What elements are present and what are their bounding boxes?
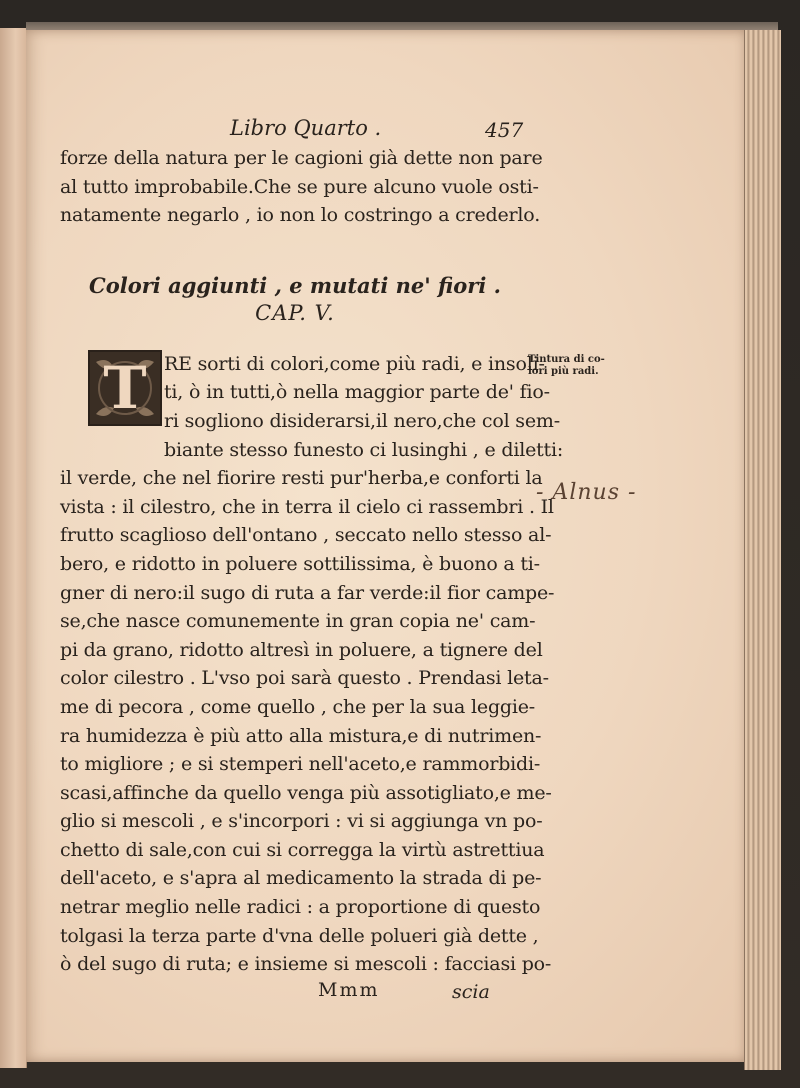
text-line: se,che nasce comunemente in gran copia ne' cam- bbox=[60, 610, 536, 633]
chapter-body bbox=[60, 350, 564, 979]
page-footer bbox=[60, 979, 530, 1009]
chapter-number: CAP. V. bbox=[255, 300, 335, 325]
page-stack-edge bbox=[744, 30, 781, 1070]
text-line: ra humidezza è più atto alla mistura,e di nutrimen- bbox=[60, 724, 542, 747]
text-line: ri sogliono disiderarsi,il nero,che col sem- bbox=[164, 409, 560, 432]
text-line: glio si mescoli , e s'incorpori : vi si aggiunga vn po- bbox=[60, 810, 543, 833]
text-line: frutto scaglioso dell'ontano , seccato nello stesso al- bbox=[60, 524, 552, 547]
catchword: scia bbox=[452, 980, 490, 1003]
text-line: pi da grano, ridotto altresì in poluere, a tignere del bbox=[60, 638, 543, 661]
decorated-initial bbox=[88, 350, 162, 426]
text-line: color cilestro . L'vso poi sarà questo . Prendasi leta- bbox=[60, 667, 549, 690]
text-line: gner di nero:il sugo di ruta a far verde:il fior campe- bbox=[60, 581, 555, 604]
text-block bbox=[60, 112, 564, 1009]
page-number: 457 bbox=[485, 118, 524, 142]
chapter-title: Colori aggiunti , e mutati ne' fiori . bbox=[89, 272, 501, 298]
text-line: forze della natura per le cagioni già dette non pare bbox=[60, 147, 543, 169]
running-head: Libro Quarto . bbox=[230, 116, 382, 140]
text-line: al tutto improbabile.Che se pure alcuno vuole osti- bbox=[60, 175, 539, 198]
text-line: netrar meglio nelle radici : a proportione di questo bbox=[60, 896, 541, 919]
text-line: biante stesso funesto ci lusinghi , e diletti: bbox=[164, 438, 564, 461]
text-line: vista : il cilestro, che in terra il cielo ci rassembri . Il bbox=[60, 495, 554, 518]
text-line: dell'aceto, e s'apra al medicamento la strada di pe- bbox=[60, 867, 542, 890]
text-line: il verde, che nel fiorire resti pur'herba,e conforti la bbox=[60, 467, 543, 490]
intro-paragraph bbox=[60, 144, 543, 230]
text-line: bero, e ridotto in poluere sottilissima, è buono a ti- bbox=[60, 552, 540, 575]
text-line: natamente negarlo , io non lo costringo a crederlo. bbox=[60, 204, 541, 227]
text-line: ti, ò in tutti,ò nella maggior parte de' fio- bbox=[164, 381, 550, 404]
drop-cap-letter: T bbox=[103, 353, 147, 422]
text-line: me di pecora , come quello , che per la sua leggie- bbox=[60, 695, 536, 718]
text-line: ò del sugo di ruta; e insieme si mescoli : facciasi po- bbox=[60, 953, 552, 976]
text-line: scasi,affinche da quello venga più assotigliato,e me- bbox=[60, 781, 552, 804]
text-line: chetto di sale,con cui si corregga la virtù astrettiua bbox=[60, 838, 545, 861]
signature-mark: Mmm bbox=[318, 978, 380, 1001]
text-line: RE sorti di colori,come più radi, e insoli- bbox=[164, 352, 545, 375]
handwritten-annotation: - Alnus - bbox=[536, 480, 637, 505]
page-header bbox=[60, 112, 530, 150]
text-line: to migliore ; e si stemperi nell'aceto,e rammorbidi- bbox=[60, 753, 541, 776]
text-line: tolgasi la terza parte d'vna delle polueri già dette , bbox=[60, 924, 539, 947]
left-page-edge bbox=[0, 28, 27, 1068]
printed-marginal-note: Tintura di co-lori più radi. bbox=[528, 354, 605, 377]
